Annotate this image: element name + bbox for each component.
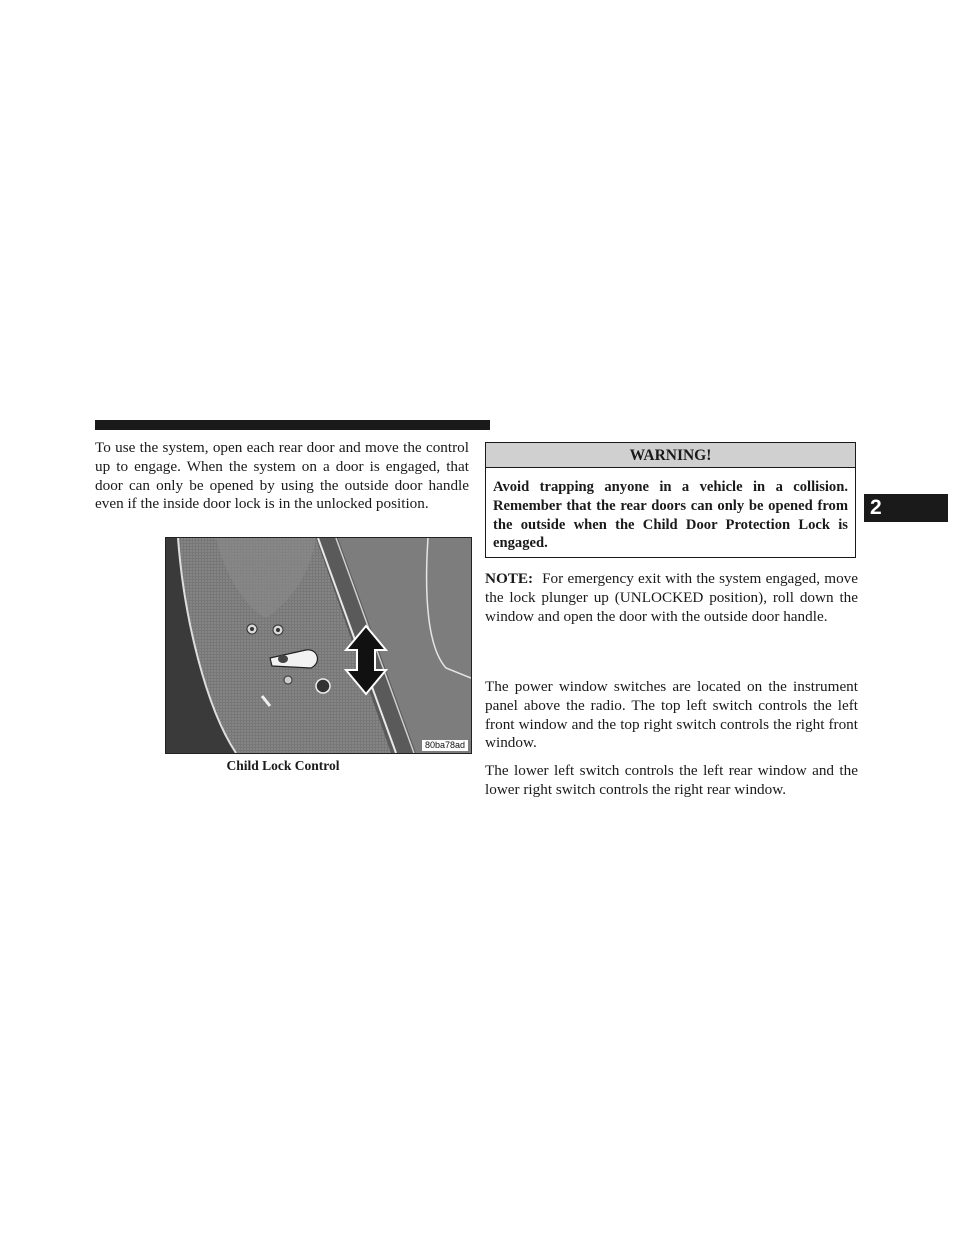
power-window-paragraph-1: The power window switches are located on the instrument panel above the radio. The top left switch controls the left front window and the top right switch controls the right front window. [485,678,858,752]
note-paragraph [485,570,858,626]
section-rule-bar [95,420,490,430]
power-window-paragraph-2: The lower left switch controls the left rear window and the lower right switch controls the right rear window. [485,762,858,798]
warning-box [485,442,856,558]
chapter-tab: 2 [864,494,948,522]
warning-title: WARNING! [486,443,855,468]
child-lock-figure [165,537,472,754]
warning-text: Avoid trapping anyone in a vehicle in a collision. Remember that the rear doors can only be opened from the outside when the Child Door Protection Lock is engaged. [493,479,848,552]
note-label: NOTE: [485,570,534,587]
child-lock-instructions: To use the system, open each rear door and move the control up to engage. When the system on a door is engaged, that door can only be opened by using the outside door handle even if the inside door lock is in the unlocked position. [95,439,469,513]
figure-caption: Child Lock Control [226,758,340,773]
figure-code-label: 80ba78ad [422,740,468,751]
note-text: For emergency exit with the system engaged, move the lock plunger up (UNLOCKED position), roll down the window and open the door with the outside door handle. [485,570,858,625]
child-lock-illustration [166,538,471,753]
